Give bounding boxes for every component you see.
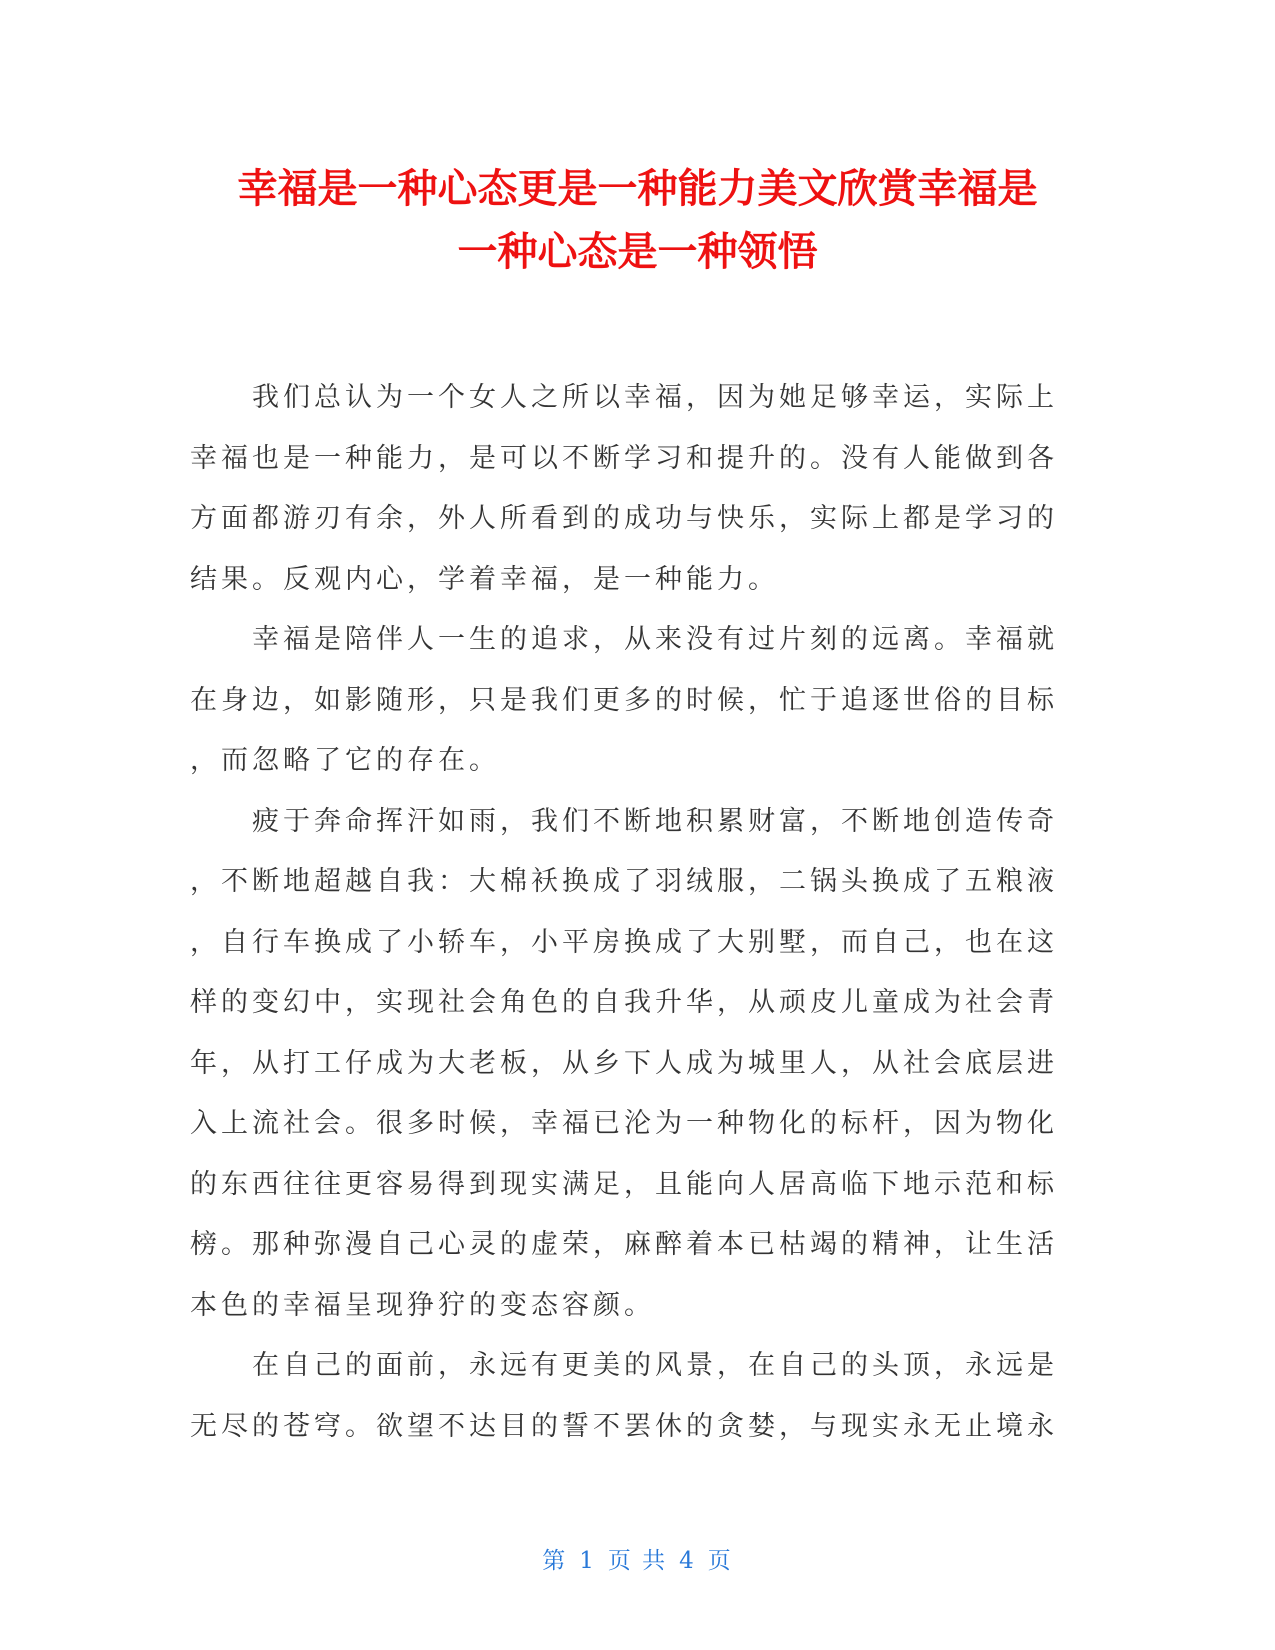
text-line: 在自己的面前，永远有更美的风景，在自己的头顶，永远是: [252, 1350, 1058, 1381]
footer-prefix: 第: [542, 1548, 568, 1574]
footer-suffix: 页: [707, 1548, 733, 1574]
paragraph-1: [190, 368, 1062, 610]
text-line: 结果。反观内心，学着幸福，是一种能力。: [190, 563, 779, 595]
text-line: 样的变幻中，实现社会角色的自我升华，从顽皮儿童成为社会青: [190, 987, 1058, 1018]
text-line: 方面都游刃有余，外人所看到的成功与快乐，实际上都是学习的: [190, 503, 1058, 534]
text-line: 我们总认为一个女人之所以幸福，因为她足够幸运，实际上: [252, 382, 1058, 413]
paragraph-3: [190, 792, 1062, 1337]
title-line-2: 一种心态是一种领悟: [457, 229, 818, 275]
page-footer: [0, 1542, 1275, 1575]
text-line: ，而忽略了它的存在。: [190, 745, 500, 776]
text-line: 入上流社会。很多时候，幸福已沦为一种物化的标杆，因为物化: [190, 1108, 1058, 1139]
paragraph-2: [190, 610, 1062, 792]
text-line: 幸福是陪伴人一生的追求，从来没有过片刻的远离。幸福就: [252, 624, 1058, 655]
footer-middle: 页 共: [607, 1548, 668, 1574]
text-line: 在身边，如影随形，只是我们更多的时候，忙于追逐世俗的目标: [190, 684, 1058, 716]
footer-total-pages: 4: [679, 1548, 696, 1574]
text-line: 年，从打工仔成为大老板，从乡下人成为城里人，从社会底层进: [190, 1047, 1058, 1079]
text-line: 幸福也是一种能力，是可以不断学习和提升的。没有人能做到各: [190, 442, 1058, 474]
text-line: 本色的幸福呈现狰狞的变态容颜。: [190, 1289, 655, 1321]
text-line: ，不断地超越自我：大棉袄换成了羽绒服，二锅头换成了五粮液: [190, 866, 1058, 897]
text-line: 疲于奔命挥汗如雨，我们不断地积累财富，不断地创造传奇: [252, 805, 1058, 837]
text-line: ，自行车换成了小轿车，小平房换成了大别墅，而自己，也在这: [190, 926, 1058, 958]
article-body: [190, 368, 1062, 1457]
footer-current-page: 1: [579, 1548, 596, 1574]
title-line-1: 幸福是一种心态更是一种能力美文欣赏幸福是: [237, 166, 1038, 212]
paragraph-4: [190, 1336, 1062, 1457]
text-line: 无尽的苍穹。欲望不达目的誓不罢休的贪婪，与现实永无止境永: [190, 1410, 1058, 1442]
text-line: 的东西往往更容易得到现实满足，且能向人居高临下地示范和标: [190, 1168, 1058, 1200]
document-title: [160, 158, 1115, 284]
text-line: 榜。那种弥漫自己心灵的虚荣，麻醉着本已枯竭的精神，让生活: [190, 1229, 1058, 1260]
